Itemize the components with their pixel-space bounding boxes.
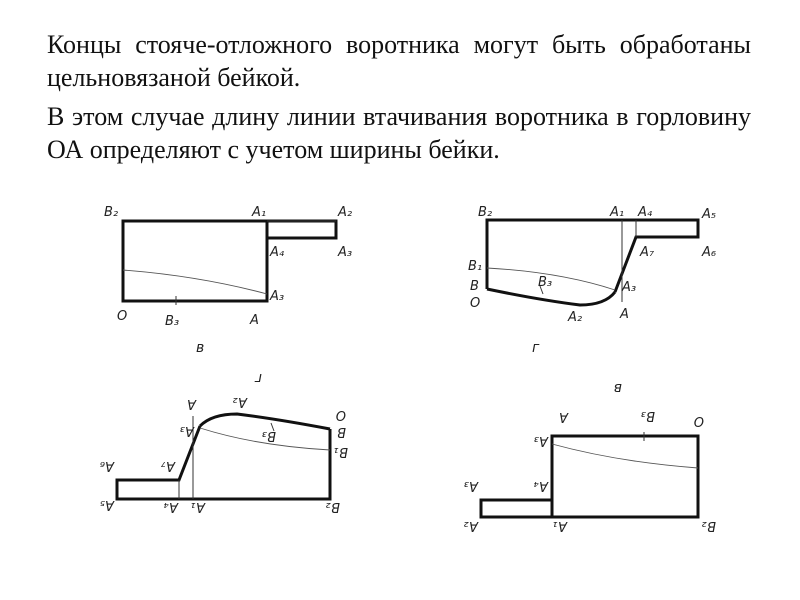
caption-v: в [196, 340, 205, 356]
label-a4: А₄ [163, 499, 178, 514]
collar-outline [117, 426, 330, 499]
label-a3-end: А₃ [463, 478, 478, 493]
label-a: А [559, 409, 568, 424]
diagram-v-flipped [464, 380, 716, 533]
paragraph-1: Концы стояче-отложного воротника могут быть обработаны цельновязаной бейкой. [47, 30, 751, 92]
collar-outline [123, 221, 336, 301]
label-a4: А₄ [638, 205, 653, 220]
label-a3: А₃ [179, 423, 194, 438]
caption-v: в [613, 380, 622, 396]
label-b3: В₃ [538, 275, 553, 290]
label-a: А [187, 396, 196, 411]
neckline-curve [552, 444, 698, 468]
neckline-seam [200, 414, 330, 429]
diagram-g-flipped [100, 370, 348, 514]
label-a3: А₃ [533, 433, 548, 448]
label-o: О [335, 407, 346, 422]
label-a3-end: А₃ [338, 245, 353, 260]
label-o: О [470, 296, 481, 311]
label-a2: А₂ [232, 394, 247, 409]
label-a4: А₄ [270, 245, 285, 260]
label-a2: А₂ [463, 518, 478, 533]
label-a5: А₅ [99, 497, 114, 512]
label-a5: А₅ [702, 207, 717, 222]
label-b2: В₂ [104, 205, 119, 220]
label-a1: А₁ [552, 518, 567, 533]
label-b3: В₃ [261, 428, 276, 443]
label-b3: В₃ [640, 408, 655, 423]
label-b2: В₂ [325, 499, 340, 514]
caption-g: г [532, 340, 540, 356]
label-a6: А₆ [702, 245, 717, 260]
collar-outline [487, 220, 698, 292]
label-a1: А₁ [252, 205, 267, 220]
label-a7: А₇ [640, 245, 655, 260]
neckline-curve [123, 270, 267, 294]
collar-outline [481, 436, 698, 517]
label-a3: А₃ [270, 289, 285, 304]
label-a: А [620, 307, 629, 322]
label-a1: А₁ [190, 499, 205, 514]
label-b1: В₁ [333, 444, 348, 459]
label-a2: А₂ [568, 310, 583, 325]
label-o: О [693, 413, 704, 428]
label-o: О [117, 309, 128, 324]
label-b3: В₃ [165, 314, 180, 329]
label-b2: В₂ [478, 205, 493, 220]
diagram-g [468, 205, 716, 356]
label-a2: А₂ [338, 205, 353, 220]
label-b2: В₂ [701, 518, 716, 533]
label-a1: А₁ [610, 205, 625, 220]
label-b: В [470, 279, 479, 294]
label-a3: А₃ [622, 280, 637, 295]
label-a4: А₄ [533, 478, 548, 493]
label-a: А [250, 313, 259, 328]
paragraph-2: В этом случае длину линии втачивания воротника в горловину ОА определяют с учетом ширины бейки. [47, 102, 751, 164]
diagram-v [104, 205, 352, 356]
label-a6: А₆ [99, 458, 114, 473]
label-a7: А₇ [160, 458, 175, 473]
caption-g: г [254, 370, 262, 386]
neckline-seam [487, 289, 615, 305]
label-b1: В₁ [468, 259, 483, 274]
label-b: В [337, 424, 346, 439]
